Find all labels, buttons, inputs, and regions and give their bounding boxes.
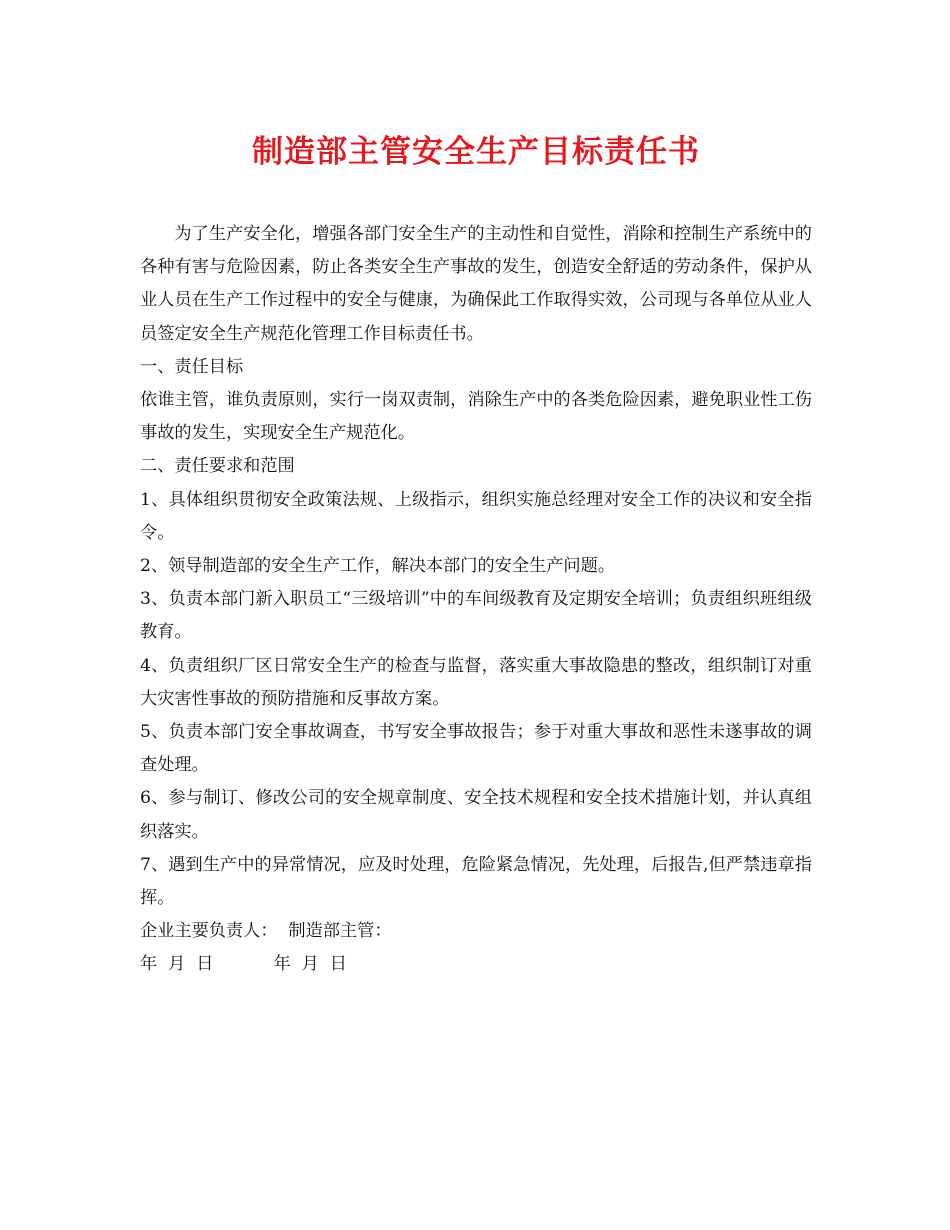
requirement-item: 5、负责本部门安全事故调查，书写安全事故报告；参于对重大事故和恶性未遂事故的调查处理。 (140, 722, 812, 776)
section-heading-goals: 一、责任目标 (140, 356, 244, 377)
document-page (140, 126, 812, 982)
document-body (140, 218, 812, 982)
document-title: 制造部主管安全生产目标责任书 (252, 134, 700, 170)
section-goals-body: 依谁主管，谁负责原则，实行一岗双责制，消除生产中的各类危险因素，避免职业性工伤事故的发生，实现安全生产规范化。 (140, 390, 812, 444)
requirement-item: 4、负责组织厂区日常安全生产的检查与监督，落实重大事故隐患的整改，组织制订对重大灾害性事故的预防措施和反事故方案。 (140, 655, 812, 709)
intro-paragraph: 为了生产安全化，增强各部门安全生产的主动性和自觉性，消除和控制生产系统中的各种有害与危险因素，防止各类安全生产事故的发生，创造安全舒适的劳动条件，保护从业人员在生产工作过程中的安全与健康，为确保此工作取得实效，公司现与各单位从业人员签定安全生产规范化管理工作目标责任书。 (140, 224, 812, 344)
requirement-item: 2、领导制造部的安全生产工作，解决本部门的安全生产问题。 (140, 556, 616, 577)
date-line: 年 月 日 年 月 日 (140, 954, 347, 975)
requirement-item: 1、具体组织贯彻安全政策法规、上级指示，组织实施总经理对安全工作的决议和安全指令。 (140, 489, 812, 543)
requirement-item: 7、遇到生产中的异常情况，应及时处理，危险紧急情况，先处理，后报告,但严禁违章指挥。 (140, 854, 812, 909)
signature-line: 企业主要负责人： 制造部主管： (140, 921, 392, 942)
requirement-item: 6、参与制订、修改公司的安全规章制度、安全技术规程和安全技术措施计划，并认真组织落实。 (140, 788, 812, 842)
requirement-item: 3、负责本部门新入职员工“三级培训”中的车间级教育及定期安全培训；负责组织班组级教育。 (140, 589, 812, 643)
section-heading-requirements: 二、责任要求和范围 (140, 456, 295, 477)
